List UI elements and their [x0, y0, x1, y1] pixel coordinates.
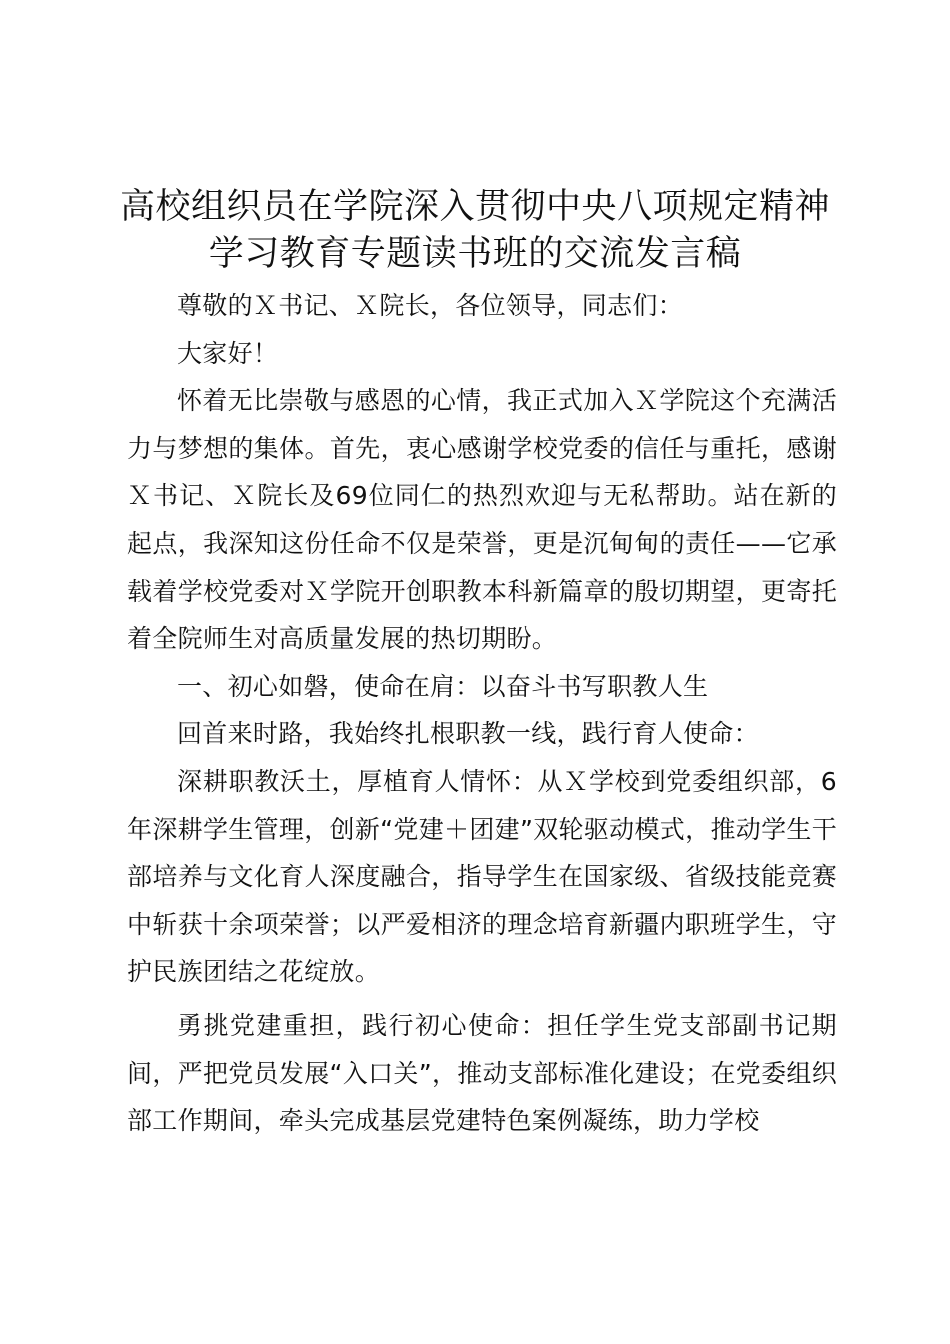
salutation: 尊敬的Ｘ书记、Ｘ院长，各位领导，同志们： [177, 291, 684, 320]
paragraph-review: 回首来时路，我始终扎根职教一线，践行育人使命： [177, 719, 759, 749]
paragraph-party-building: 勇挑党建重担，践行初心使命：担任学生党支部副书记期间，严把党员发展“入口关”，推动支部标准化建设；在党委组织部工作期间，牵头完成基层党建特色案例凝练，助力学校 [127, 1010, 837, 1136]
paragraph-intro: 怀着无比崇敬与感恩的心情，我正式加入Ｘ学院这个充满活力与梦想的集体。首先，衷心感谢学校党委的信任与重托，感谢Ｘ书记、Ｘ院长及69位同仁的热烈欢迎与无私帮助。站在新的起点，我深知这份任命不仅是荣誉，更是沉甸甸的责任——它承载着学校党委对Ｘ学院开创职教本科新篇章的殷切期望，更寄托着全院师生对高质量发展的热切期盼。 [127, 386, 837, 654]
section-heading-1: 一、初心如磐，使命在肩：以奋斗书写职教人生 [177, 671, 709, 701]
document-title-line-1: 高校组织员在学院深入贯彻中央八项规定精神 [119, 187, 830, 227]
document-body [127, 282, 837, 1145]
paragraph-vocational: 深耕职教沃土，厚植育人情怀：从Ｘ学校到党委组织部，6年深耕学生管理，创新“党建＋团建”双轮驱动模式，推动学生干部培养与文化育人深度融合，指导学生在国家级、省级技能竞赛中斩获十余项荣誉；以严爱相济的理念培育新疆内职班学生，守护民族团结之花绽放。 [127, 766, 837, 987]
greeting: 大家好！ [177, 338, 279, 368]
document-title-line-2: 学习教育专题读书班的交流发言稿 [208, 234, 742, 274]
